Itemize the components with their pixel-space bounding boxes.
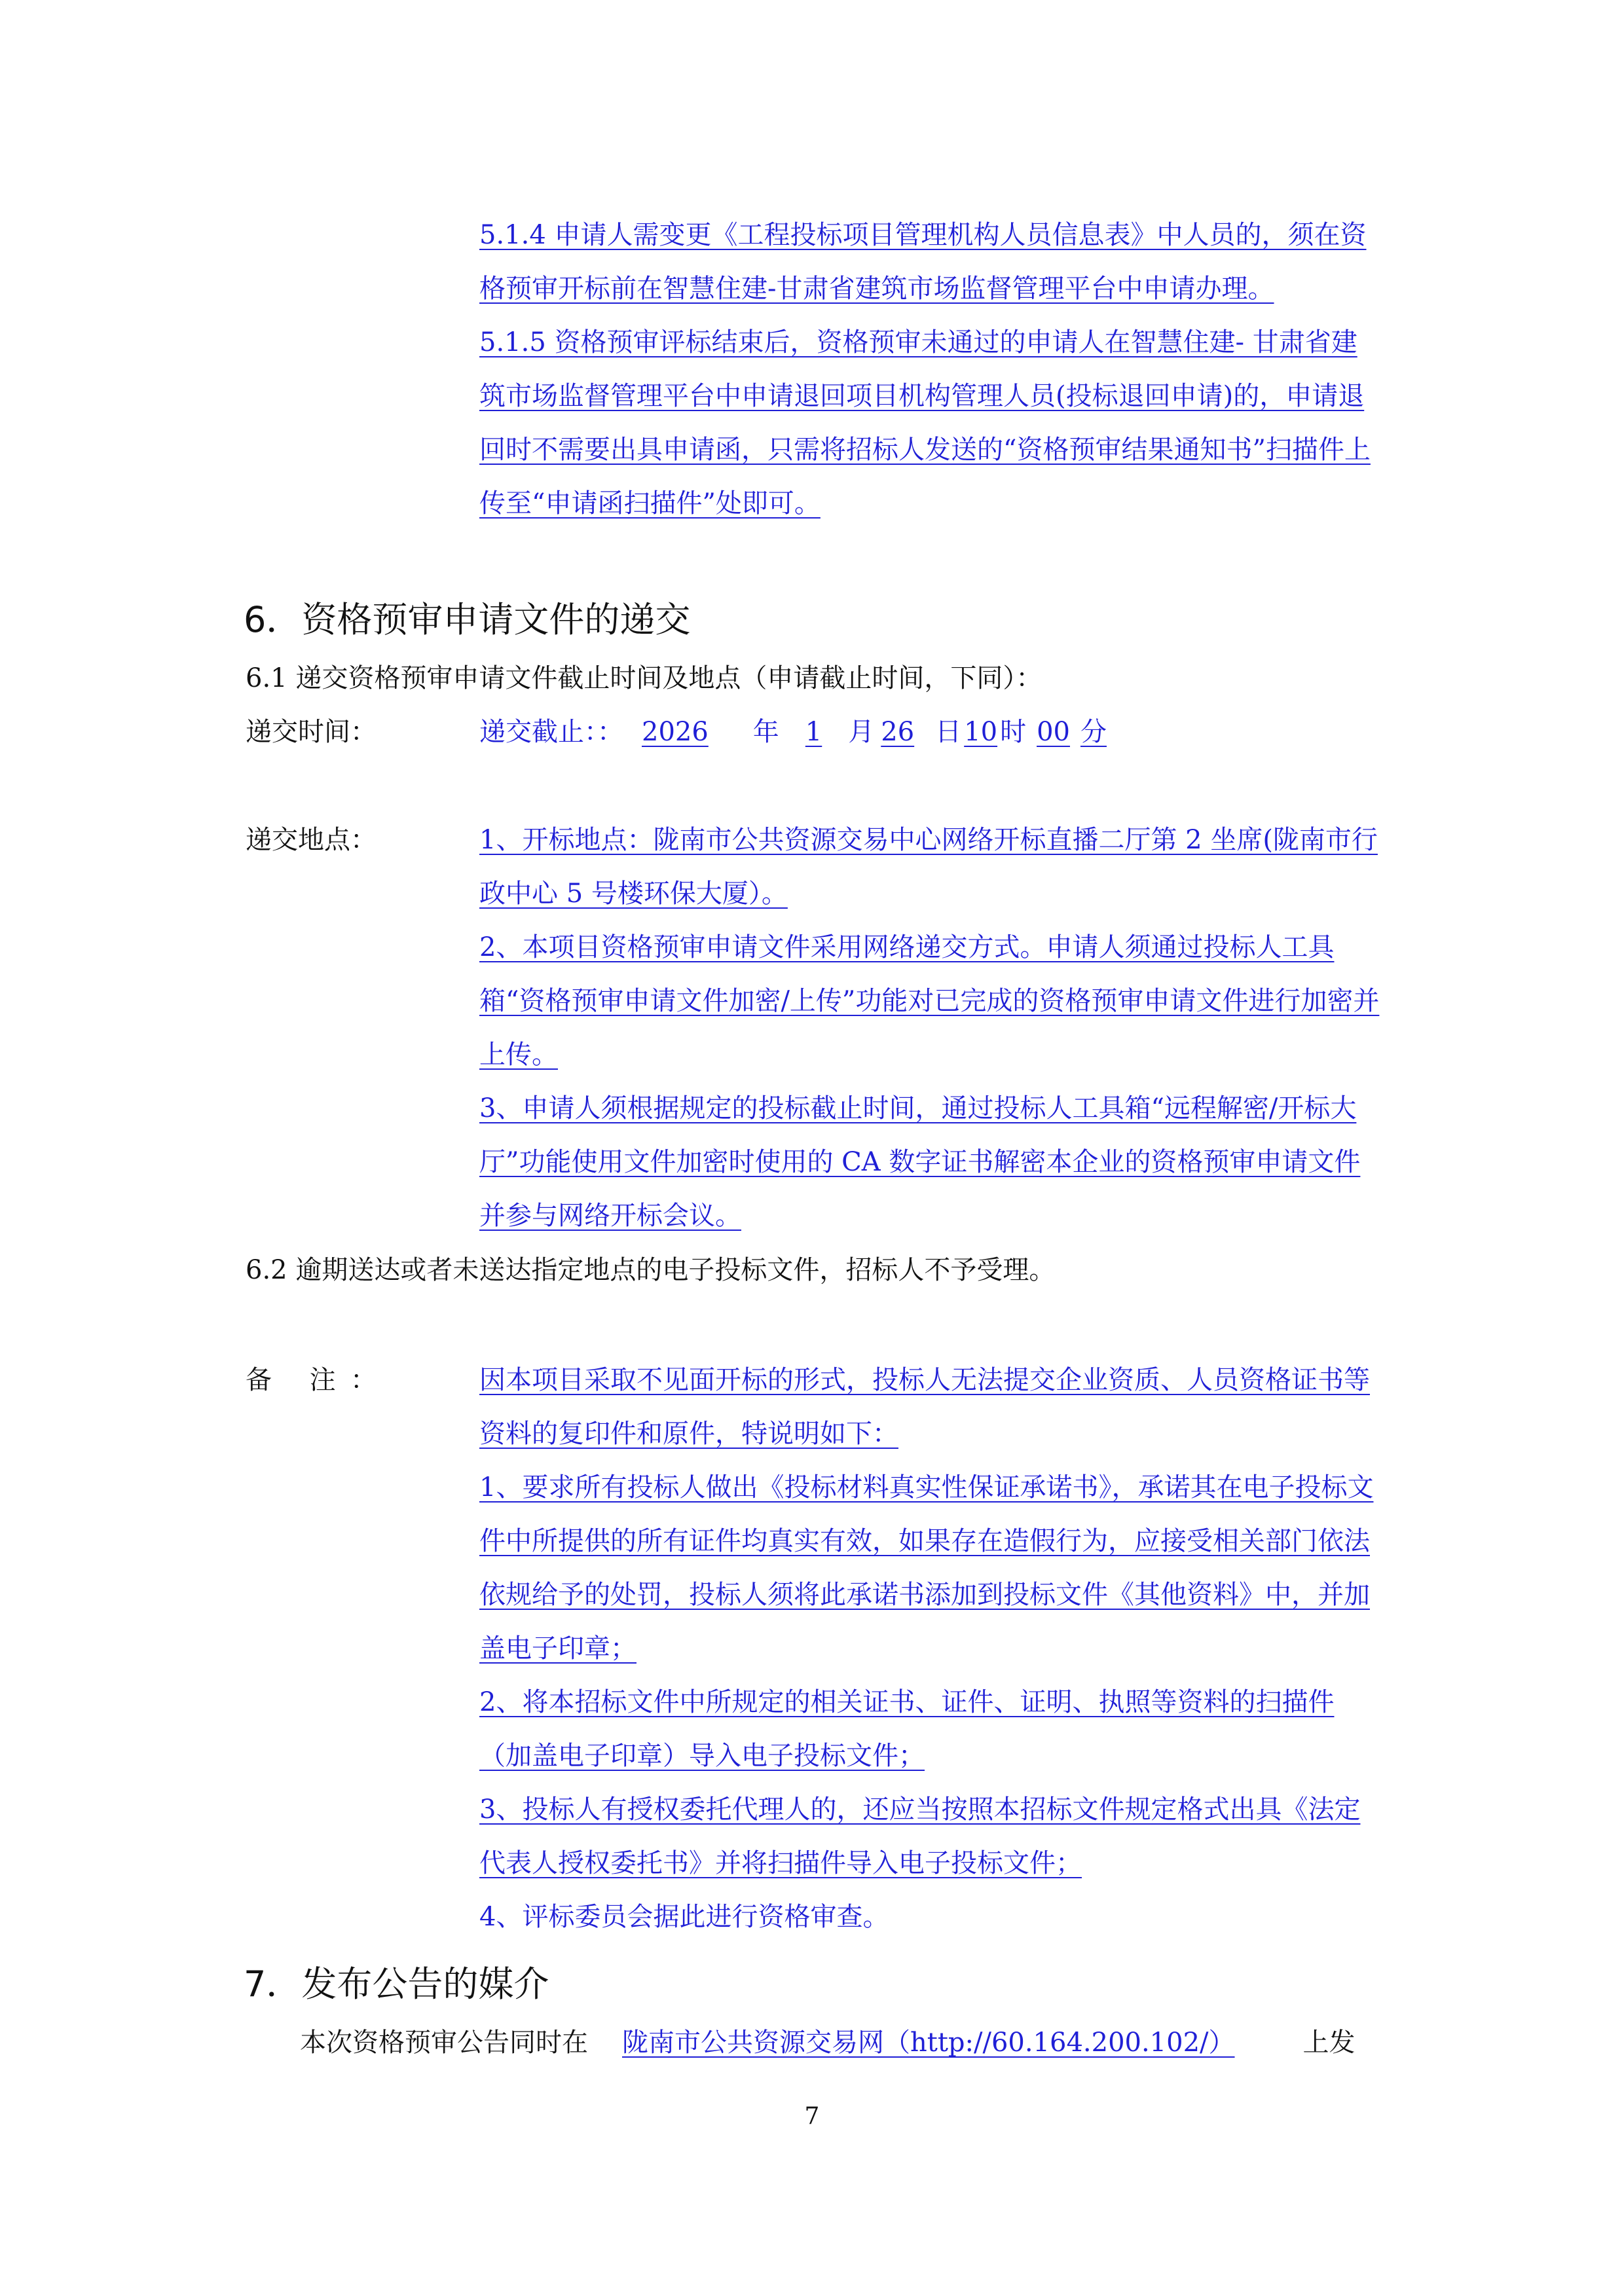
remark-item: 1、要求所有投标人做出《投标材料真实性保证承诺书》，承诺其在电子投标文件中所提供的所有证件均真实有效，如果存在造假行为，应接受相关部门依法依规给予的处罚，投标人须将此承诺书添加到投标文件《其他资料》中，并加盖电子印章； [479, 1472, 1374, 1664]
section-5-items [479, 208, 1383, 530]
media-text-before: 本次资格预审公告同时在 [300, 2028, 588, 2058]
item-5-1-5: 5.1.5 资格预审评标结束后，资格预审未通过的申请人在智慧住建- 甘肃省建筑市场监督管理平台中申请退回项目机构管理人员(投标退回申请)的，申请退回时不需要出具申请函，只需将招标人发送的“资格预审结果通知书”扫描件上传至“申请函扫描件”处即可。 [479, 327, 1371, 519]
deadline-hour: 10 [964, 717, 998, 747]
submit-places [479, 813, 1383, 1243]
deadline-day: 26 [881, 717, 915, 747]
remarks [479, 1353, 1383, 1944]
deadline-prefix: 递交截止：： [479, 717, 623, 747]
section-6-heading: 6．资格预审申请文件的递交 [244, 599, 691, 640]
item-6-1: 6.1 递交资格预审申请文件截止时间及地点（申请截止时间，下同）： [246, 663, 1043, 693]
media-sentence [300, 2023, 1356, 2062]
media-link[interactable]: 陇南市公共资源交易网（http://60.164.200.102/） [622, 2028, 1235, 2058]
deadline-day-unit: 日 [935, 717, 962, 747]
remark-item: 4、评标委员会据此进行资格审查。 [479, 1902, 889, 1932]
remark-item: 3、投标人有授权委托代理人的，还应当按照本招标文件规定格式出具《法定代表人授权委托书》并将扫描件导入电子投标文件； [479, 1795, 1361, 1878]
remark-label: 备 注： [246, 1365, 377, 1395]
deadline-minute-unit: 分 [1080, 717, 1107, 747]
deadline-hour-unit: 时 [1000, 717, 1027, 747]
item-6-2: 6.2 逾期送达或者未送达指定地点的电子投标文件，招标人不予受理。 [246, 1255, 1056, 1285]
deadline-minute: 00 [1037, 717, 1070, 747]
remark-item: 因本项目采取不见面开标的形式，投标人无法提交企业资质、人员资格证书等资料的复印件和原件，特说明如下： [479, 1365, 1370, 1449]
place-item: 2、本项目资格预审申请文件采用网络递交方式。申请人须通过投标人工具箱“资格预审申请文件加密/上传”功能对已完成的资格预审申请文件进行加密并上传。 [479, 932, 1380, 1070]
place-item: 1、开标地点：陇南市公共资源交易中心网络开标直播二厅第 2 坐席(陇南市行政中心 5 号楼环保大厦）。 [479, 825, 1378, 909]
deadline-month-unit: 月 [848, 717, 875, 747]
page-number: 7 [804, 2103, 820, 2130]
section-7-heading: 7．发布公告的媒介 [244, 1963, 549, 2005]
deadline-year: 2026 [642, 717, 709, 747]
place-item: 3、申请人须根据规定的投标截止时间，通过投标人工具箱“远程解密/开标大厅”功能使用文件加密时使用的 CA 数字证书解密本企业的资格预审申请文件并参与网络开标会议。 [479, 1093, 1361, 1231]
deadline-month: 1 [805, 717, 822, 747]
item-5-1-4: 5.1.4 申请人需变更《工程投标项目管理机构人员信息表》中人员的，须在资格预审开标前在智慧住建-甘肃省建筑市场监督管理平台中申请办理。 [479, 220, 1367, 304]
submit-time-label: 递交时间： [246, 717, 377, 747]
submit-deadline [479, 712, 1107, 752]
submit-place-label: 递交地点： [246, 825, 377, 855]
remark-item: 2、将本招标文件中所规定的相关证书、证件、证明、执照等资料的扫描件（加盖电子印章）导入电子投标文件； [479, 1687, 1335, 1771]
deadline-year-unit: 年 [752, 717, 779, 747]
media-text-after: 上发 [1302, 2028, 1356, 2058]
